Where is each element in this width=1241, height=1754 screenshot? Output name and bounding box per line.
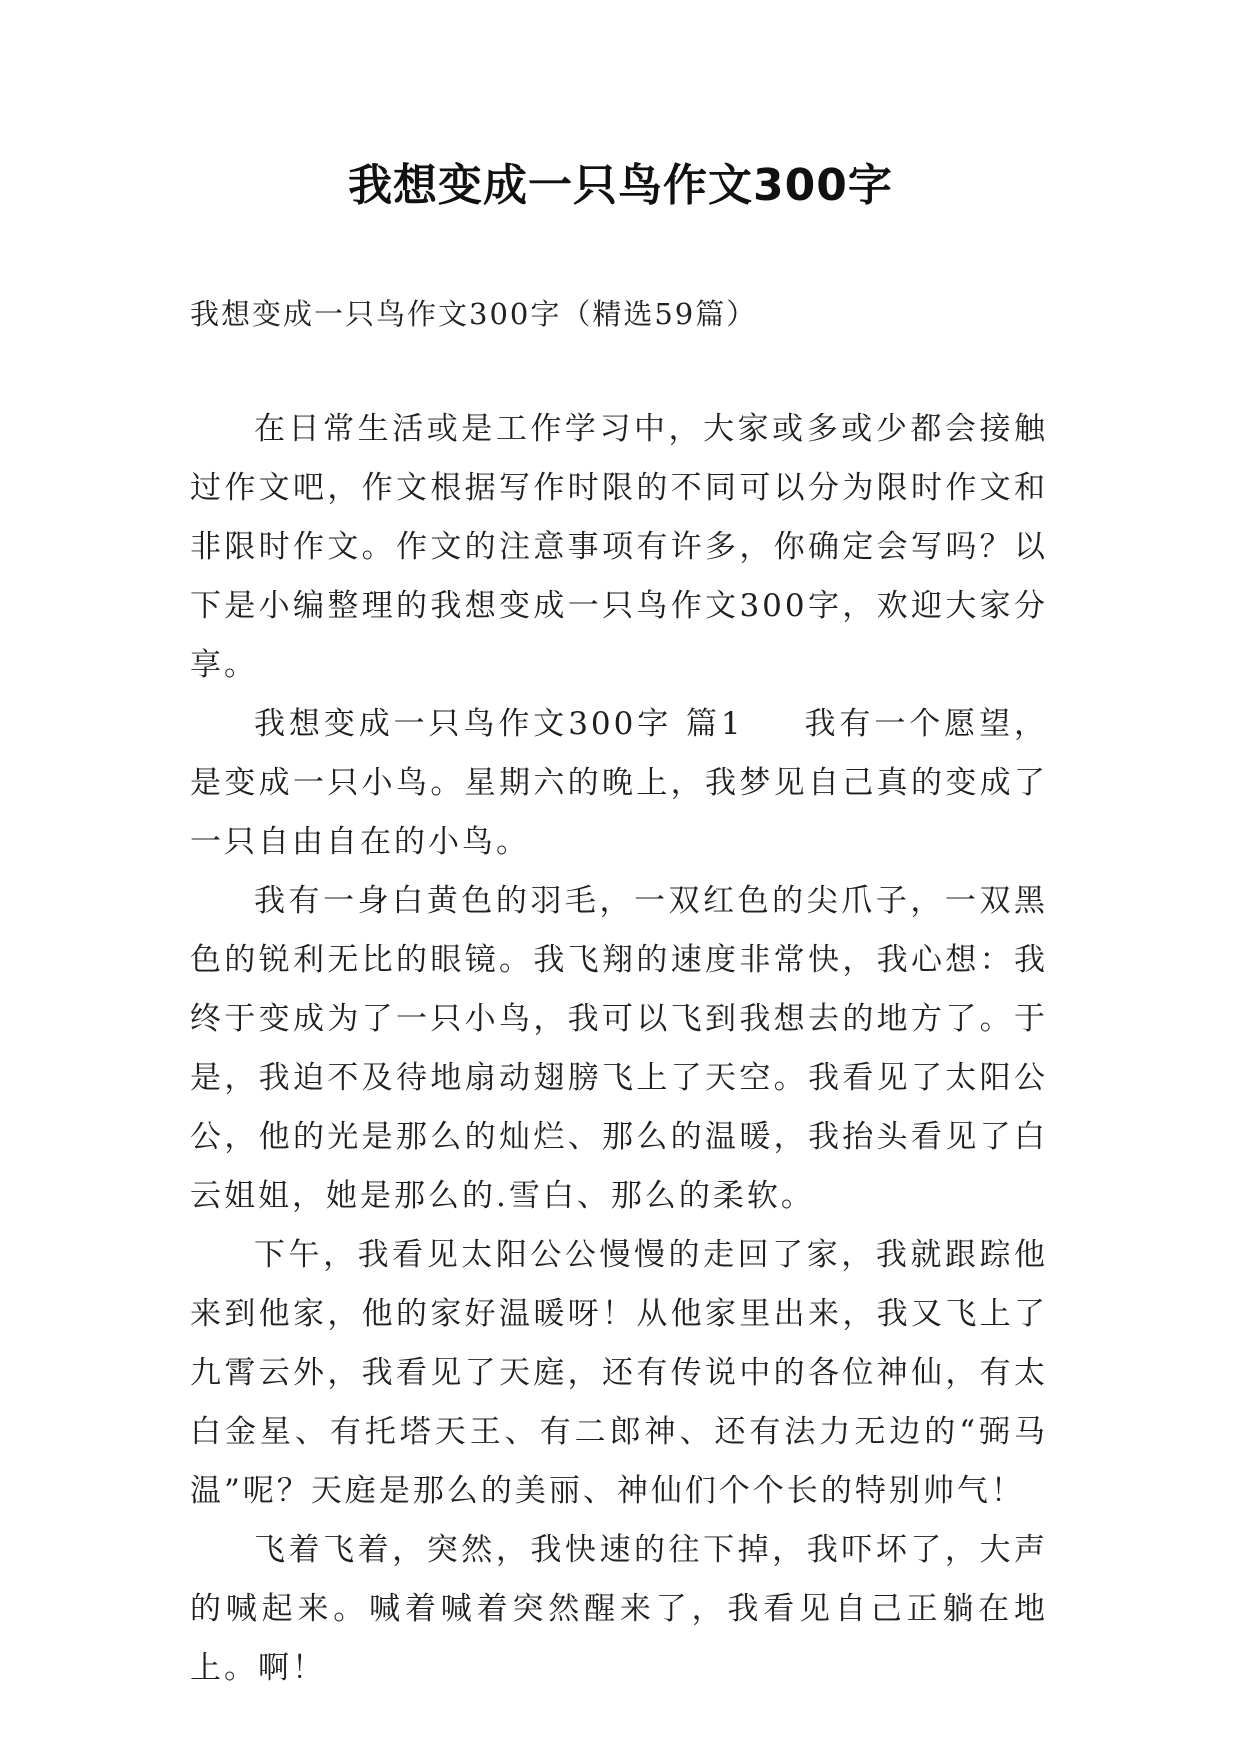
paragraph-intro: 在日常生活或是工作学习中，大家或多或少都会接触过作文吧，作文根据写作时限的不同可以分为限时作文和非限时作文。作文的注意事项有许多，你确定会写吗？以下是小编整理的我想变成一只鸟作文300字，欢迎大家分享。 (190, 411, 1048, 683)
paragraph-afternoon: 下午，我看见太阳公公慢慢的走回了家，我就跟踪他来到他家，他的家好温暖呀！从他家里出来，我又飞上了九霄云外，我看见了天庭，还有传说中的各位神仙，有太白金星、有托塔天王、有二郎神、还有法力无边的“弼马温”呢？天庭是那么的美丽、神仙们个个长的特别帅气！ (190, 1237, 1048, 1509)
paragraph-section-1 (190, 695, 1048, 872)
document-title: 我想变成一只鸟作文300字 (348, 160, 893, 211)
document-body (190, 400, 1048, 1698)
paragraph-falling: 飞着飞着，突然，我快速的往下掉，我吓坏了，大声的喊起来。喊着喊着突然醒来了，我看见自己正躺在地上。啊！ (190, 1532, 1048, 1686)
section-heading: 我想变成一只鸟作文300字 篇1 (254, 706, 744, 742)
paragraph-feathers: 我有一身白黄色的羽毛，一双红色的尖爪子，一双黑色的锐利无比的眼镜。我飞翔的速度非常快，我心想：我终于变成为了一只小鸟，我可以飞到我想去的地方了。于是，我迫不及待地扇动翅膀飞上了天空。我看见了太阳公公，他的光是那么的灿烂、那么的温暖，我抬头看见了白云姐姐，她是那么的.雪白、那么的柔软。 (190, 883, 1048, 1214)
section-text: 我有一个愿望，是变成一只小鸟。星期六的晚上，我梦见自己真的变成了一只自由自在的小鸟。 (190, 706, 1048, 860)
document-subtitle: 我想变成一只鸟作文300字（精选59篇） (190, 297, 758, 331)
